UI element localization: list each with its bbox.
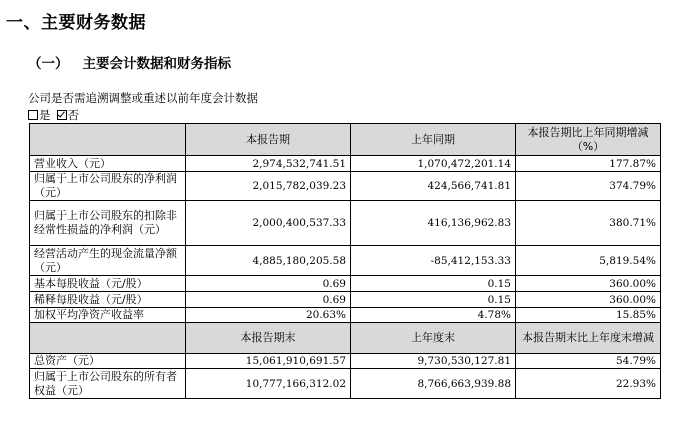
prior-value: 0.15 — [351, 276, 516, 292]
current-value: 15,061,910,691.57 — [186, 354, 351, 369]
table-row — [30, 156, 661, 172]
change-value: 5,819.54% — [516, 246, 661, 276]
column-header — [30, 323, 186, 354]
option-no[interactable] — [57, 107, 80, 123]
change-value: 360.00% — [516, 292, 661, 308]
row-label: 归属于上市公司股东的所有者权益（元） — [30, 369, 186, 399]
table-row — [30, 246, 661, 276]
row-label: 经营活动产生的现金流量净额（元） — [30, 246, 186, 276]
row-label: 基本每股收益（元/股） — [30, 276, 186, 292]
current-value: 0.69 — [186, 276, 351, 292]
page-heading: 一、主要财务数据 — [6, 13, 146, 33]
current-value: 0.69 — [186, 292, 351, 308]
prior-value: -85,412,153.33 — [351, 246, 516, 276]
prior-value: 0.15 — [351, 292, 516, 308]
column-header: 上年同期 — [351, 124, 516, 156]
column-header: 上年度末 — [351, 323, 516, 354]
current-value: 20.63% — [186, 308, 351, 323]
change-value: 22.93% — [516, 369, 661, 399]
prior-value: 1,070,472,201.14 — [351, 156, 516, 172]
prior-value: 4.78% — [351, 308, 516, 323]
section-title-text: 主要会计数据和财务指标 — [82, 56, 231, 72]
table-header-row — [30, 323, 661, 354]
section-number: （一） — [28, 56, 69, 72]
change-value: 374.79% — [516, 172, 661, 201]
column-header: 本报告期 — [186, 124, 351, 156]
checkbox-unchecked-icon[interactable] — [28, 110, 38, 120]
current-value: 2,974,532,741.51 — [186, 156, 351, 172]
column-header — [30, 124, 186, 156]
row-label: 总资产（元） — [30, 354, 186, 369]
prior-value: 416,136,962.83 — [351, 201, 516, 246]
change-value: 54.79% — [516, 354, 661, 369]
table-row — [30, 292, 661, 308]
table-row — [30, 201, 661, 246]
prior-value: 9,730,530,127.81 — [351, 354, 516, 369]
current-value: 2,015,782,039.23 — [186, 172, 351, 201]
row-label: 加权平均净资产收益率 — [30, 308, 186, 323]
option-yes-label: 是 — [39, 108, 51, 122]
change-value: 380.71% — [516, 201, 661, 246]
restatement-question: 公司是否需追溯调整或重述以前年度会计数据 — [28, 91, 258, 105]
option-no-label: 否 — [67, 108, 79, 122]
option-yes[interactable] — [28, 107, 51, 123]
table-row — [30, 369, 661, 399]
row-label: 归属于上市公司股东的净利润（元） — [30, 172, 186, 201]
checkbox-checked-icon[interactable] — [57, 110, 67, 120]
row-label: 营业收入（元） — [30, 156, 186, 172]
row-label: 稀释每股收益（元/股） — [30, 292, 186, 308]
section-title — [28, 52, 231, 72]
change-value: 360.00% — [516, 276, 661, 292]
table-row — [30, 308, 661, 323]
change-value: 15.85% — [516, 308, 661, 323]
table-header-row — [30, 124, 661, 156]
table-row — [30, 172, 661, 201]
column-header: 本报告期末 — [186, 323, 351, 354]
table-row — [30, 354, 661, 369]
financial-data-table — [29, 123, 661, 399]
prior-value: 8,766,663,939.88 — [351, 369, 516, 399]
column-header: 本报告期比上年同期增减（%） — [516, 124, 661, 156]
restatement-options — [28, 107, 85, 123]
current-value: 4,885,180,205.58 — [186, 246, 351, 276]
change-value: 177.87% — [516, 156, 661, 172]
current-value: 2,000,400,537.33 — [186, 201, 351, 246]
table-row — [30, 276, 661, 292]
row-label: 归属于上市公司股东的扣除非经常性损益的净利润（元） — [30, 201, 186, 246]
prior-value: 424,566,741.81 — [351, 172, 516, 201]
column-header: 本报告期末比上年度末增减 — [516, 323, 661, 354]
current-value: 10,777,166,312.02 — [186, 369, 351, 399]
